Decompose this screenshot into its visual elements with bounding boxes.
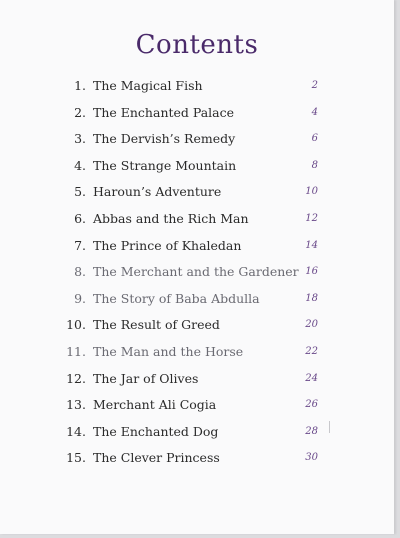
- entry-number: 11.: [66, 343, 86, 359]
- entry-title: The Man and the Horse: [93, 343, 244, 359]
- page-title: Contents: [135, 30, 259, 60]
- toc-entry: [0, 397, 394, 424]
- toc-entry: [0, 184, 394, 211]
- entry-number: 15.: [66, 450, 86, 466]
- entry-number: 5.: [74, 184, 86, 200]
- toc-entry: [0, 158, 394, 185]
- entry-page-number: 26: [305, 399, 318, 411]
- entry-title: The Clever Princess: [93, 450, 220, 466]
- entry-title: Haroun’s Adventure: [93, 184, 222, 200]
- entry-title: The Strange Mountain: [93, 157, 237, 173]
- entry-title: The Prince of Khaledan: [93, 237, 242, 253]
- entry-page-number: 2: [311, 80, 318, 91]
- toc-entry: [0, 424, 394, 451]
- entry-title: The Result of Greed: [93, 317, 220, 333]
- entry-number: 2.: [74, 104, 86, 120]
- entry-title: The Story of Baba Abdulla: [93, 290, 260, 306]
- entry-page-number: 22: [305, 345, 318, 357]
- toc-entry: [0, 317, 394, 344]
- entry-number: 12.: [66, 370, 86, 386]
- entry-number: 13.: [66, 397, 86, 413]
- entry-number: 6.: [74, 210, 86, 226]
- entry-page-number: 30: [305, 452, 318, 464]
- entry-number: 8.: [74, 264, 86, 280]
- entry-page-number: 24: [305, 372, 318, 384]
- toc-entry: [0, 344, 394, 371]
- toc-entry: [0, 371, 394, 398]
- toc-entry: [0, 78, 394, 105]
- entry-title: The Enchanted Palace: [93, 104, 235, 120]
- table-of-contents: [0, 78, 394, 477]
- entry-title: The Merchant and the Gardener: [93, 264, 299, 280]
- entry-page-number: 28: [305, 425, 318, 437]
- entry-page-number: 16: [305, 266, 318, 278]
- toc-entry: [0, 291, 394, 318]
- entry-title: The Magical Fish: [93, 78, 203, 93]
- entry-page-number: 6: [311, 133, 318, 145]
- entry-number: 3.: [74, 131, 86, 147]
- toc-entry: [0, 450, 394, 477]
- entry-number: 10.: [66, 317, 86, 333]
- entry-title: Merchant Ali Cogia: [93, 397, 217, 413]
- entry-page-number: 4: [311, 106, 318, 118]
- entry-title: The Jar of Olives: [93, 370, 199, 386]
- toc-entry: [0, 105, 394, 132]
- entry-page-number: 8: [311, 159, 318, 171]
- entry-number: 7.: [74, 237, 86, 253]
- entry-title: The Dervish’s Remedy: [93, 131, 236, 147]
- entry-number: 1.: [74, 78, 86, 93]
- toc-entry: [0, 238, 394, 265]
- entry-number: 14.: [66, 423, 86, 439]
- page-edge-mark: [329, 421, 330, 433]
- entry-number: 9.: [74, 290, 86, 306]
- entry-page-number: 20: [305, 319, 318, 331]
- entry-number: 4.: [74, 157, 86, 173]
- entry-page-number: 12: [305, 212, 318, 224]
- entry-page-number: 18: [305, 292, 318, 304]
- entry-title: The Enchanted Dog: [93, 423, 219, 439]
- entry-title: Abbas and the Rich Man: [93, 210, 249, 226]
- entry-page-number: 14: [305, 239, 318, 251]
- toc-entry: [0, 211, 394, 238]
- toc-entry: [0, 264, 394, 291]
- entry-page-number: 10: [305, 186, 318, 198]
- toc-entry: [0, 131, 394, 158]
